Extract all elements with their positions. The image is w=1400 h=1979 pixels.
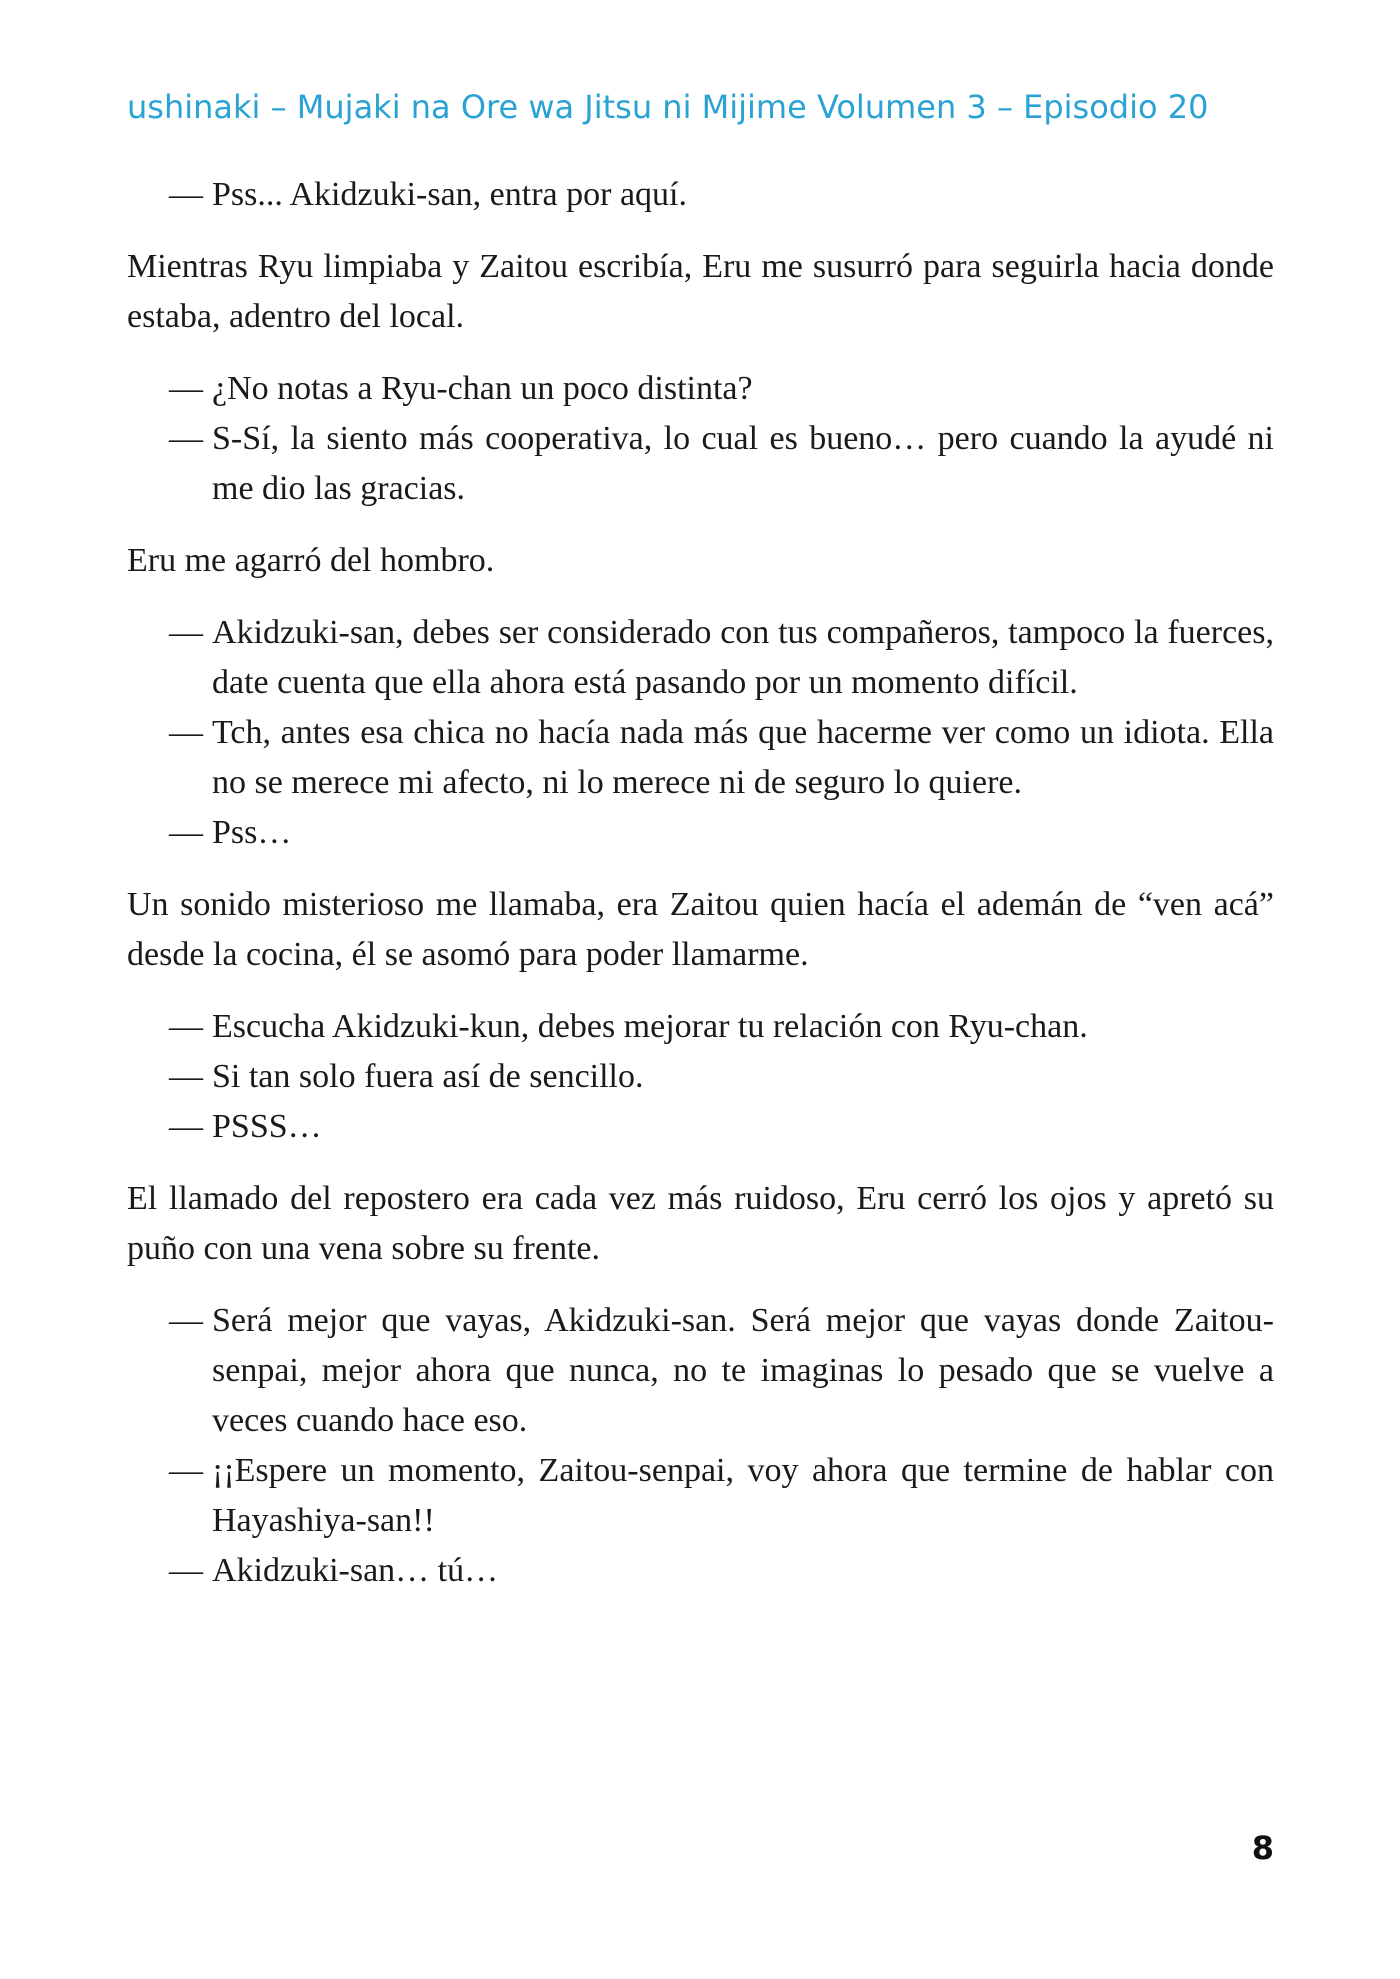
em-dash: — [169, 370, 203, 407]
dialogue-text: Si tan solo fuera así de sencillo. [212, 1058, 644, 1095]
dialogue-line [127, 1102, 1274, 1152]
em-dash: — [169, 176, 203, 213]
dialogue-text: Escucha Akidzuki-kun, debes mejorar tu relación con Ryu-chan. [212, 1008, 1088, 1045]
narration-paragraph: Eru me agarró del hombro. [127, 542, 495, 579]
dialogue-line [127, 414, 1274, 514]
dialogue-line [127, 608, 1274, 708]
dialogue-text: PSSS… [212, 1108, 322, 1145]
em-dash: — [169, 1302, 203, 1339]
dialogue-line [127, 1296, 1274, 1446]
dialogue-text: ¡¡Espere un momento, Zaitou-senpai, voy ahora que termine de hablar con Hayashiya-san!! [212, 1452, 1274, 1539]
page-body [127, 170, 1274, 1596]
dialogue-text: Akidzuki-san, debes ser considerado con tus compañeros, tampoco la fuerces, date cuenta que ella ahora está pasando por un momento difícil. [212, 614, 1274, 701]
narration-paragraph: Mientras Ryu limpiaba y Zaitou escribía, Eru me susurró para seguirla hacia donde estaba, adentro del local. [127, 248, 1274, 335]
running-header: ushinaki – Mujaki na Ore wa Jitsu ni Mijime Volumen 3 – Episodio 20 [127, 88, 1209, 126]
dialogue-line [127, 708, 1274, 808]
em-dash: — [169, 1552, 203, 1589]
narration-paragraph: El llamado del repostero era cada vez más ruidoso, Eru cerró los ojos y apretó su puño con una vena sobre su frente. [127, 1180, 1274, 1267]
dialogue-line [127, 1002, 1274, 1052]
em-dash: — [169, 1108, 203, 1145]
dialogue-text: ¿No notas a Ryu-chan un poco distinta? [212, 370, 753, 407]
page-number: 8 [1251, 1829, 1274, 1867]
narration-paragraph: Un sonido misterioso me llamaba, era Zaitou quien hacía el ademán de “ven acá” desde la cocina, él se asomó para poder llamarme. [127, 886, 1274, 973]
dialogue-text: Pss... Akidzuki-san, entra por aquí. [212, 176, 687, 213]
dialogue-line [127, 1546, 1274, 1596]
dialogue-text: Akidzuki-san… tú… [212, 1552, 499, 1589]
em-dash: — [169, 420, 203, 457]
em-dash: — [169, 1008, 203, 1045]
em-dash: — [169, 1058, 203, 1095]
dialogue-line [127, 1052, 1274, 1102]
em-dash: — [169, 714, 203, 751]
dialogue-text: Pss… [212, 814, 292, 851]
em-dash: — [169, 614, 203, 651]
dialogue-text: Tch, antes esa chica no hacía nada más que hacerme ver como un idiota. Ella no se merece mi afecto, ni lo merece ni de seguro lo quiere. [212, 714, 1274, 801]
dialogue-text: S-Sí, la siento más cooperativa, lo cual es bueno… pero cuando la ayudé ni me dio las gracias. [212, 420, 1274, 507]
em-dash: — [169, 814, 203, 851]
dialogue-text: Será mejor que vayas, Akidzuki-san. Será mejor que vayas donde Zaitou-senpai, mejor ahora que nunca, no te imaginas lo pesado que se vuelve a veces cuando hace eso. [212, 1302, 1274, 1439]
dialogue-line [127, 170, 1274, 220]
dialogue-line [127, 1446, 1274, 1546]
em-dash: — [169, 1452, 203, 1489]
dialogue-line [127, 364, 1274, 414]
dialogue-line [127, 808, 1274, 858]
